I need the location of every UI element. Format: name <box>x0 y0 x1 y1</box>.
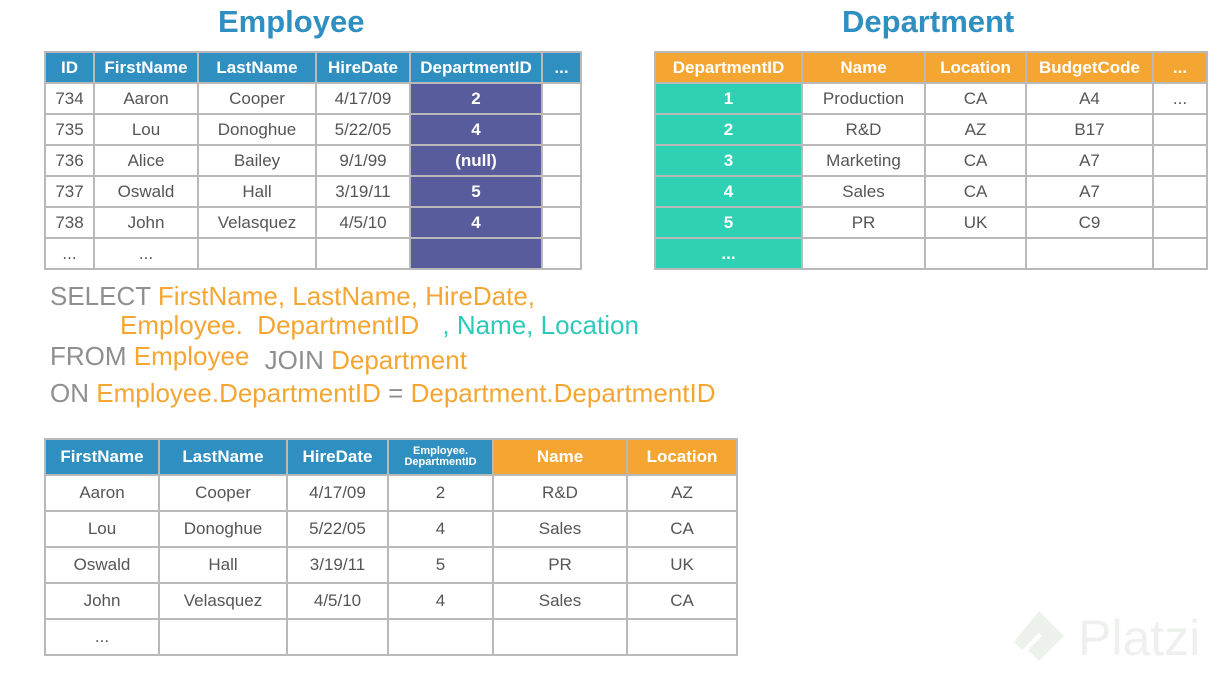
sql-select-line-2 <box>120 312 639 338</box>
table-cell <box>316 238 410 269</box>
employee-header-departmentid: DepartmentID <box>410 52 542 83</box>
table-cell: CA <box>627 511 737 547</box>
department-header-more: ... <box>1153 52 1207 83</box>
platzi-logo-icon <box>1008 607 1070 669</box>
department-table <box>654 51 1208 270</box>
table-cell: CA <box>925 145 1026 176</box>
result-header-firstname: FirstName <box>45 439 159 475</box>
table-cell: ... <box>45 619 159 655</box>
employee-departmentid-cell: (null) <box>410 145 542 176</box>
table-cell: 5/22/05 <box>316 114 410 145</box>
table-cell: ... <box>94 238 198 269</box>
department-header-location: Location <box>925 52 1026 83</box>
table-cell <box>493 619 627 655</box>
table-cell: C9 <box>1026 207 1153 238</box>
sql-select-line <box>50 283 535 309</box>
table-cell: Aaron <box>45 475 159 511</box>
department-id-cell: 1 <box>655 83 802 114</box>
employee-departmentid-cell: 4 <box>410 114 542 145</box>
sql-from-table: Employee <box>133 341 250 371</box>
table-cell <box>1026 238 1153 269</box>
table-cell: Lou <box>94 114 198 145</box>
sql-select-employee-columns: FirstName, LastName, HireDate, <box>157 281 536 311</box>
table-row <box>45 475 737 511</box>
result-header-location: Location <box>627 439 737 475</box>
table-cell <box>198 238 316 269</box>
table-cell <box>1153 238 1207 269</box>
table-cell: Velasquez <box>159 583 287 619</box>
table-cell: R&D <box>802 114 925 145</box>
result-header-employee-departmentid <box>388 439 493 475</box>
platzi-watermark-text: Platzi <box>1078 610 1201 666</box>
table-cell: Donoghue <box>198 114 316 145</box>
table-cell <box>802 238 925 269</box>
sql-on-equals: = <box>388 378 404 408</box>
table-cell <box>542 83 581 114</box>
table-cell: 4 <box>388 583 493 619</box>
department-header-row <box>655 52 1207 83</box>
table-cell: 735 <box>45 114 94 145</box>
table-cell: Sales <box>802 176 925 207</box>
sql-select-department-columns: , Name, Location <box>442 310 639 340</box>
table-cell: UK <box>925 207 1026 238</box>
table-cell <box>542 145 581 176</box>
table-cell <box>1153 176 1207 207</box>
table-cell: 734 <box>45 83 94 114</box>
table-cell: 4/17/09 <box>287 475 388 511</box>
table-cell: Sales <box>493 511 627 547</box>
table-cell: John <box>94 207 198 238</box>
table-cell: Oswald <box>94 176 198 207</box>
table-cell <box>542 238 581 269</box>
table-cell <box>542 176 581 207</box>
employee-header-id: ID <box>45 52 94 83</box>
sql-join-keyword: JOIN <box>264 345 324 375</box>
table-cell: R&D <box>493 475 627 511</box>
table-cell: B17 <box>1026 114 1153 145</box>
result-header-lastname: LastName <box>159 439 287 475</box>
department-header-departmentid: DepartmentID <box>655 52 802 83</box>
table-cell: Alice <box>94 145 198 176</box>
sql-on-line <box>50 380 715 406</box>
table-row <box>45 176 581 207</box>
table-cell: Oswald <box>45 547 159 583</box>
table-cell: Cooper <box>159 475 287 511</box>
platzi-watermark <box>1008 600 1200 676</box>
table-row <box>655 114 1207 145</box>
department-id-cell: 5 <box>655 207 802 238</box>
table-row <box>45 583 737 619</box>
sql-on-right: Department.DepartmentID <box>410 378 716 408</box>
employee-header-lastname: LastName <box>198 52 316 83</box>
table-row <box>655 207 1207 238</box>
result-header-line-1: Employee. <box>412 445 469 457</box>
table-cell: ... <box>1153 83 1207 114</box>
employee-title: Employee <box>218 4 365 39</box>
table-cell <box>542 114 581 145</box>
table-cell <box>925 238 1026 269</box>
table-row <box>45 511 737 547</box>
table-cell: Velasquez <box>198 207 316 238</box>
department-header-budgetcode: BudgetCode <box>1026 52 1153 83</box>
table-cell: A7 <box>1026 176 1153 207</box>
table-cell: CA <box>925 176 1026 207</box>
sql-select-keyword: SELECT <box>50 281 151 311</box>
table-cell: AZ <box>627 475 737 511</box>
table-cell <box>159 619 287 655</box>
table-row <box>655 145 1207 176</box>
result-header-name: Name <box>493 439 627 475</box>
table-cell: 736 <box>45 145 94 176</box>
sql-select-employee-departmentid: Employee. DepartmentID <box>120 310 420 340</box>
table-cell: UK <box>627 547 737 583</box>
table-cell: ... <box>45 238 94 269</box>
table-row <box>45 207 581 238</box>
table-cell <box>1153 207 1207 238</box>
table-cell: Production <box>802 83 925 114</box>
table-row <box>45 114 581 145</box>
table-row <box>45 619 737 655</box>
table-cell <box>542 207 581 238</box>
table-cell: 3/19/11 <box>287 547 388 583</box>
table-cell: 737 <box>45 176 94 207</box>
sql-on-left: Employee.DepartmentID <box>96 378 381 408</box>
table-cell: PR <box>802 207 925 238</box>
table-cell: 738 <box>45 207 94 238</box>
table-cell: John <box>45 583 159 619</box>
table-row <box>45 83 581 114</box>
table-cell: 3/19/11 <box>316 176 410 207</box>
table-cell <box>1153 145 1207 176</box>
table-cell <box>388 619 493 655</box>
table-cell: A4 <box>1026 83 1153 114</box>
table-cell: Donoghue <box>159 511 287 547</box>
table-row <box>655 238 1207 269</box>
table-cell: CA <box>627 583 737 619</box>
table-cell: CA <box>925 83 1026 114</box>
table-row <box>45 238 581 269</box>
table-cell: Bailey <box>198 145 316 176</box>
result-header-hiredate: HireDate <box>287 439 388 475</box>
table-cell: 5/22/05 <box>287 511 388 547</box>
employee-departmentid-cell: 4 <box>410 207 542 238</box>
table-row <box>45 547 737 583</box>
table-cell <box>627 619 737 655</box>
department-header-name: Name <box>802 52 925 83</box>
department-id-cell: 4 <box>655 176 802 207</box>
table-cell: 2 <box>388 475 493 511</box>
sql-from-line <box>50 341 467 375</box>
table-cell: Marketing <box>802 145 925 176</box>
table-cell: Hall <box>159 547 287 583</box>
table-row <box>655 176 1207 207</box>
employee-departmentid-cell: 5 <box>410 176 542 207</box>
employee-header-hiredate: HireDate <box>316 52 410 83</box>
department-title: Department <box>842 4 1015 39</box>
result-header-line-2: DepartmentID <box>404 456 477 468</box>
employee-header-row <box>45 52 581 83</box>
table-cell: 4/17/09 <box>316 83 410 114</box>
department-id-cell: 2 <box>655 114 802 145</box>
table-cell <box>1153 114 1207 145</box>
table-cell: Hall <box>198 176 316 207</box>
table-row <box>655 83 1207 114</box>
table-cell: 5 <box>388 547 493 583</box>
employee-departmentid-cell: 2 <box>410 83 542 114</box>
employee-header-more: ... <box>542 52 581 83</box>
table-cell: Sales <box>493 583 627 619</box>
table-cell: AZ <box>925 114 1026 145</box>
employee-departmentid-cell <box>410 238 542 269</box>
table-cell: PR <box>493 547 627 583</box>
table-cell: A7 <box>1026 145 1153 176</box>
department-id-cell: 3 <box>655 145 802 176</box>
table-cell: Aaron <box>94 83 198 114</box>
employee-table <box>44 51 582 270</box>
table-cell: 4 <box>388 511 493 547</box>
sql-on-keyword: ON <box>50 378 89 408</box>
table-cell <box>287 619 388 655</box>
table-row <box>45 145 581 176</box>
table-cell: 4/5/10 <box>316 207 410 238</box>
table-cell: 4/5/10 <box>287 583 388 619</box>
table-cell: 9/1/99 <box>316 145 410 176</box>
sql-from-keyword: FROM <box>50 341 127 371</box>
department-id-cell: ... <box>655 238 802 269</box>
result-table <box>44 438 738 656</box>
employee-header-firstname: FirstName <box>94 52 198 83</box>
table-cell: Lou <box>45 511 159 547</box>
sql-join-table: Department <box>331 345 467 375</box>
result-header-row <box>45 439 737 475</box>
table-cell: Cooper <box>198 83 316 114</box>
